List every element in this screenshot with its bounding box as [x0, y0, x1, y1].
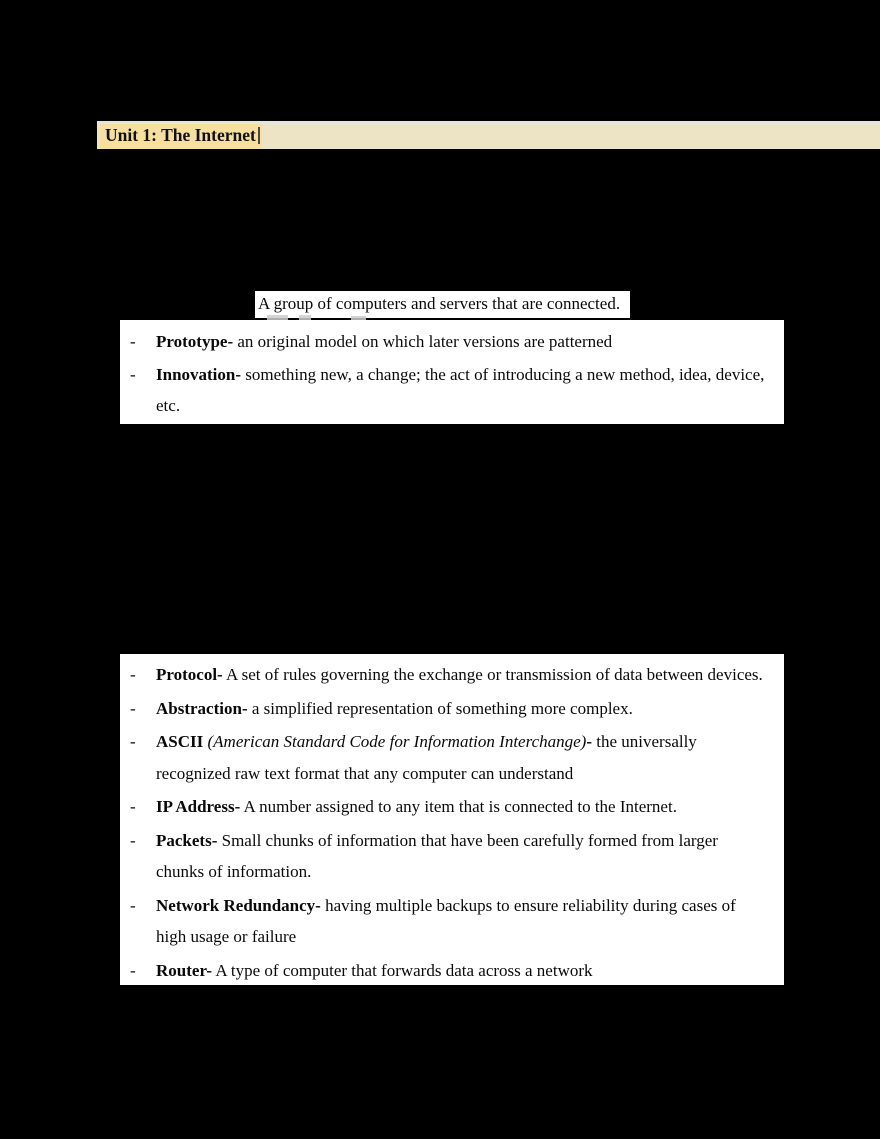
vocab-item	[120, 791, 784, 823]
vocab-line: Abstraction- a simplified representation of something more complex.	[156, 698, 633, 718]
text-cursor-icon	[258, 127, 260, 144]
bullet-dash: -	[130, 797, 136, 816]
network-definition-box[interactable]	[255, 291, 630, 318]
bullet-dash: -	[130, 732, 136, 751]
bullet-dash: -	[130, 960, 136, 980]
bullet-dash: -	[130, 698, 136, 718]
vocab-line: chunks of information.	[156, 862, 312, 881]
vocab-item	[120, 359, 784, 422]
bullet-dash: -	[130, 895, 136, 915]
title-highlight	[100, 124, 262, 149]
vocab-item	[120, 890, 784, 953]
vocab-line: Innovation- something new, a change; the act of introducing a new method, idea, device,	[156, 364, 765, 384]
vocab-box-prototype-innovation[interactable]	[120, 320, 784, 424]
unit-title: Unit 1: The Internet	[105, 125, 256, 145]
vocab-item	[120, 726, 784, 789]
unit-title-bar[interactable]	[97, 121, 880, 149]
vocab-box-internet-terms[interactable]	[120, 654, 784, 985]
vocab-line: IP Address- A number assigned to any item that is connected to the Internet.	[156, 797, 677, 816]
vocab-item	[120, 955, 784, 987]
vocab-line: Network Redundancy- having multiple backups to ensure reliability during cases of	[156, 895, 736, 915]
vocab-line: Router- A type of computer that forwards data across a network	[156, 960, 593, 980]
vocab-item	[120, 326, 784, 358]
network-definition-text: A group of computers and servers that are connected.	[258, 294, 621, 313]
vocab-item	[120, 693, 784, 725]
vocab-line: recognized raw text format that any computer can understand	[156, 763, 574, 783]
vocab-list	[120, 659, 784, 986]
vocab-line: Packets- Small chunks of information that have been carefully formed from larger	[156, 830, 718, 850]
vocab-line: high usage or failure	[156, 927, 297, 946]
bullet-dash: -	[130, 830, 136, 850]
bullet-dash: -	[130, 665, 136, 684]
vocab-item	[120, 659, 784, 691]
bullet-dash: -	[130, 332, 136, 351]
vocab-line: ASCII (American Standard Code for Information Interchange)- the universally	[156, 732, 697, 751]
vocab-line: etc.	[156, 396, 181, 415]
vocab-item	[120, 825, 784, 888]
bullet-dash: -	[130, 364, 136, 384]
vocab-line: Protocol- A set of rules governing the exchange or transmission of data between devices.	[156, 665, 763, 684]
vocab-line: Prototype- an original model on which later versions are patterned	[156, 332, 613, 351]
vocab-list	[120, 326, 784, 422]
